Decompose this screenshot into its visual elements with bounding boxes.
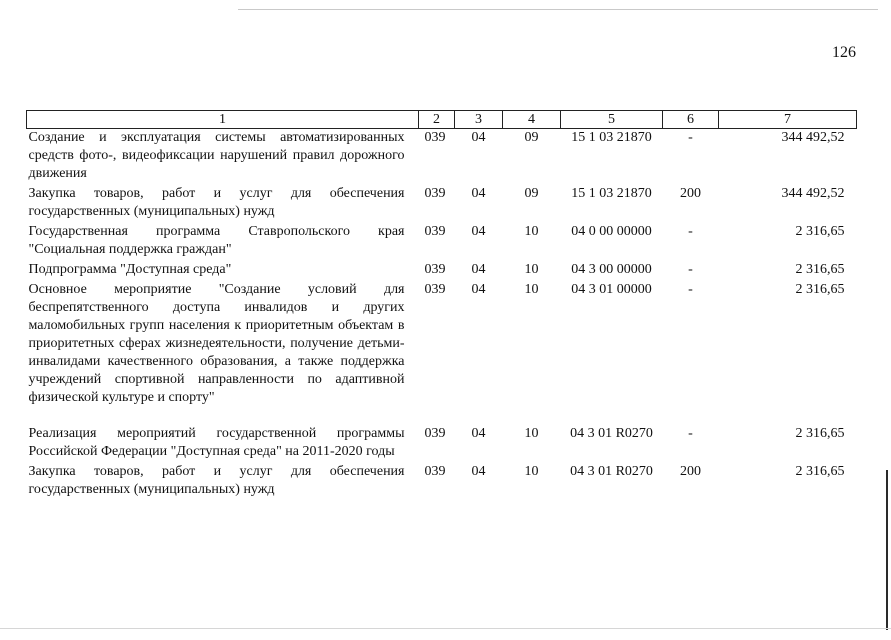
row-code-6: - [688, 282, 693, 297]
page-number: 126 [832, 44, 856, 61]
header-col-3: 3 [455, 111, 503, 129]
header-col-5: 5 [561, 111, 663, 129]
row-name: Реализация мероприятий государственной программы Российской Федерации "Доступная среда" на 2011-2020 годы [28, 426, 405, 459]
row-code-5: 04 3 00 00000 [571, 262, 652, 277]
row-code-6: - [688, 426, 693, 441]
header-col-7: 7 [719, 111, 857, 129]
table-row [27, 463, 857, 501]
row-code-2: 039 [424, 186, 446, 201]
scan-edge-top [238, 9, 878, 10]
header-col-4: 4 [503, 111, 561, 129]
table-row [27, 425, 857, 463]
row-code-3: 04 [471, 186, 486, 201]
row-amount: 2 316,65 [795, 464, 845, 479]
row-code-4: 10 [524, 464, 539, 479]
row-code-2: 039 [424, 224, 446, 239]
row-code-6: 200 [680, 186, 701, 201]
row-code-4: 10 [524, 224, 539, 239]
row-code-3: 04 [471, 464, 486, 479]
row-code-2: 039 [424, 262, 446, 277]
row-amount: 2 316,65 [795, 282, 845, 297]
row-name: Подпрограмма "Доступная среда" [28, 262, 232, 277]
row-code-3: 04 [471, 224, 486, 239]
row-code-5: 04 3 01 00000 [571, 282, 652, 297]
row-name: Государственная программа Ставропольского края "Социальная поддержка граждан" [28, 224, 405, 257]
row-code-6: - [688, 130, 693, 145]
row-amount: 2 316,65 [795, 224, 845, 239]
row-name: Основное мероприятие "Создание условий для беспрепятственного доступа инвалидов и других маломобильных групп населения к приоритетным объектам в приоритетных сферах жизнедеятельности, получение детьми-инвалидами качественного образования, а также поддержка учреждений спортивной направленности по адаптивной физической культуре и спорту" [28, 282, 405, 405]
row-amount: 2 316,65 [795, 426, 845, 441]
table-row [27, 281, 857, 425]
header-row [27, 111, 857, 129]
scan-edge-bottom [0, 628, 891, 629]
row-code-2: 039 [424, 130, 446, 145]
row-code-4: 10 [524, 282, 539, 297]
row-code-4: 09 [524, 186, 539, 201]
row-code-5: 04 3 01 R0270 [570, 426, 653, 441]
row-code-3: 04 [471, 282, 486, 297]
row-amount: 344 492,52 [781, 186, 845, 201]
row-code-2: 039 [424, 426, 446, 441]
row-name: Закупка товаров, работ и услуг для обеспечения государственных (муниципальных) нужд [28, 186, 405, 219]
row-amount: 344 492,52 [781, 130, 845, 145]
scan-edge-right [886, 470, 888, 630]
header-col-2: 2 [419, 111, 455, 129]
row-code-6: 200 [680, 464, 701, 479]
table-row [27, 223, 857, 261]
row-code-5: 15 1 03 21870 [571, 186, 652, 201]
row-amount: 2 316,65 [795, 262, 845, 277]
table-row [27, 185, 857, 223]
header-col-1: 1 [27, 111, 419, 129]
row-code-4: 09 [524, 130, 539, 145]
row-code-5: 04 3 01 R0270 [570, 464, 653, 479]
row-code-3: 04 [471, 426, 486, 441]
row-code-5: 04 0 00 00000 [571, 224, 652, 239]
row-code-3: 04 [471, 130, 486, 145]
table-row [27, 261, 857, 281]
header-col-6: 6 [663, 111, 719, 129]
row-code-4: 10 [524, 426, 539, 441]
row-name: Создание и эксплуатация системы автоматизированных средств фото-, видеофиксации нарушений правил дорожного движения [28, 130, 405, 181]
row-code-6: - [688, 262, 693, 277]
budget-table [26, 110, 857, 501]
row-code-5: 15 1 03 21870 [571, 130, 652, 145]
row-code-4: 10 [524, 262, 539, 277]
row-code-2: 039 [424, 464, 446, 479]
row-code-6: - [688, 224, 693, 239]
row-name: Закупка товаров, работ и услуг для обеспечения государственных (муниципальных) нужд [28, 464, 405, 497]
row-code-2: 039 [424, 282, 446, 297]
row-code-3: 04 [471, 262, 486, 277]
table-row [27, 129, 857, 186]
